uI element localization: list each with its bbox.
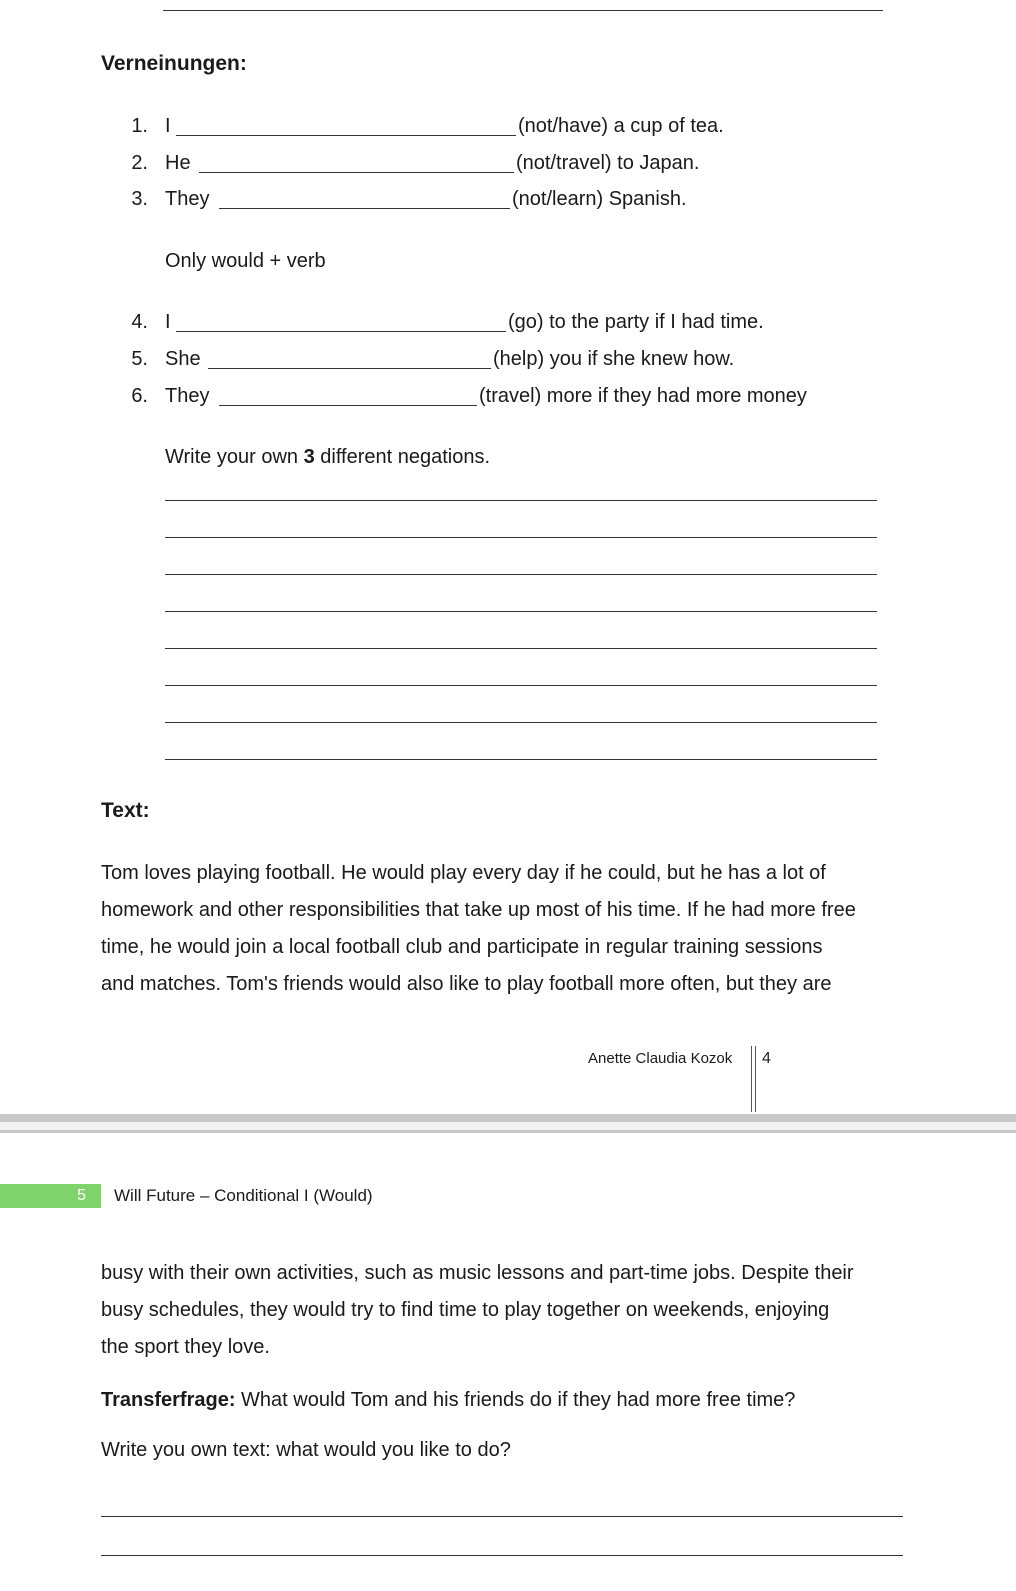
- exercise-number: 5.: [131, 348, 148, 370]
- page-break-edge: [0, 1130, 1016, 1133]
- answer-blank[interactable]: [208, 368, 491, 369]
- task-instruction: [165, 445, 490, 469]
- text-line: homework and other responsibilities that take up most of his time. If he had more free: [101, 899, 856, 921]
- exercise-subject: They: [165, 188, 210, 210]
- reading-text-continued: [101, 1255, 854, 1366]
- exercise-number: 3.: [131, 188, 148, 210]
- answer-blank[interactable]: [219, 405, 477, 406]
- writing-line[interactable]: [101, 1516, 903, 1517]
- footer-author: Anette Claudia Kozok: [588, 1050, 733, 1067]
- exercise-hint: (not/travel) to Japan.: [516, 152, 700, 174]
- writing-line[interactable]: [165, 685, 877, 686]
- text-line: the sport they love.: [101, 1336, 270, 1358]
- answer-line: [163, 10, 883, 11]
- exercise-number: 4.: [131, 311, 148, 333]
- exercise-hint: (help) you if she knew how.: [493, 348, 735, 370]
- instruction-note: Only would + verb: [165, 250, 326, 272]
- answer-blank[interactable]: [219, 208, 510, 209]
- exercise-hint: (travel) more if they had more money: [479, 385, 807, 407]
- task-text: different negations.: [314, 446, 491, 468]
- writing-line[interactable]: [165, 574, 877, 575]
- writing-line[interactable]: [101, 1555, 903, 1556]
- write-prompt: Write you own text: what would you like to do?: [101, 1439, 511, 1461]
- chapter-number-bar: [0, 1184, 101, 1208]
- reading-text: [101, 855, 856, 1003]
- exercise-subject: They: [165, 385, 210, 407]
- page-number: 4: [762, 1050, 771, 1067]
- exercise-hint: (not/learn) Spanish.: [512, 188, 687, 210]
- exercise-number: 6.: [131, 385, 148, 407]
- answer-blank[interactable]: [176, 135, 516, 136]
- chapter-title: Will Future – Conditional I (Would): [114, 1186, 373, 1205]
- exercise-number: 1.: [131, 115, 148, 137]
- exercise-hint: (not/have) a cup of tea.: [518, 115, 724, 137]
- answer-blank[interactable]: [199, 172, 514, 173]
- chapter-number: 5: [77, 1187, 86, 1204]
- task-count: 3: [303, 446, 315, 468]
- text-heading: Text:: [101, 799, 150, 822]
- section-heading: Verneinungen:: [101, 52, 247, 75]
- writing-line[interactable]: [165, 648, 877, 649]
- transfer-text: What would Tom and his friends do if they had more free time?: [235, 1389, 796, 1411]
- exercise-number: 2.: [131, 152, 148, 174]
- transfer-label: Transferfrage:: [101, 1389, 236, 1411]
- text-line: time, he would join a local football club and participate in regular training sessions: [101, 936, 823, 958]
- exercise-subject: He: [165, 152, 191, 174]
- text-line: busy with their own activities, such as music lessons and part-time jobs. Despite their: [101, 1262, 854, 1284]
- text-line: busy schedules, they would try to find time to play together on weekends, enjoying: [101, 1299, 830, 1321]
- page-break: [0, 1114, 1016, 1122]
- page-break-gap: [0, 1122, 1016, 1130]
- exercise-subject: She: [165, 348, 201, 370]
- transfer-question: [101, 1388, 795, 1412]
- footer-divider: [751, 1046, 756, 1112]
- writing-line[interactable]: [165, 537, 877, 538]
- writing-line[interactable]: [165, 759, 877, 760]
- writing-line[interactable]: [165, 722, 877, 723]
- task-text: Write your own: [165, 446, 304, 468]
- writing-line[interactable]: [165, 611, 877, 612]
- exercise-subject: I: [165, 115, 171, 137]
- exercise-subject: I: [165, 311, 171, 333]
- text-line: and matches. Tom's friends would also like to play football more often, but they are: [101, 973, 832, 995]
- text-line: Tom loves playing football. He would play every day if he could, but he has a lot of: [101, 862, 826, 884]
- writing-line[interactable]: [165, 500, 877, 501]
- exercise-hint: (go) to the party if I had time.: [508, 311, 764, 333]
- answer-blank[interactable]: [176, 331, 506, 332]
